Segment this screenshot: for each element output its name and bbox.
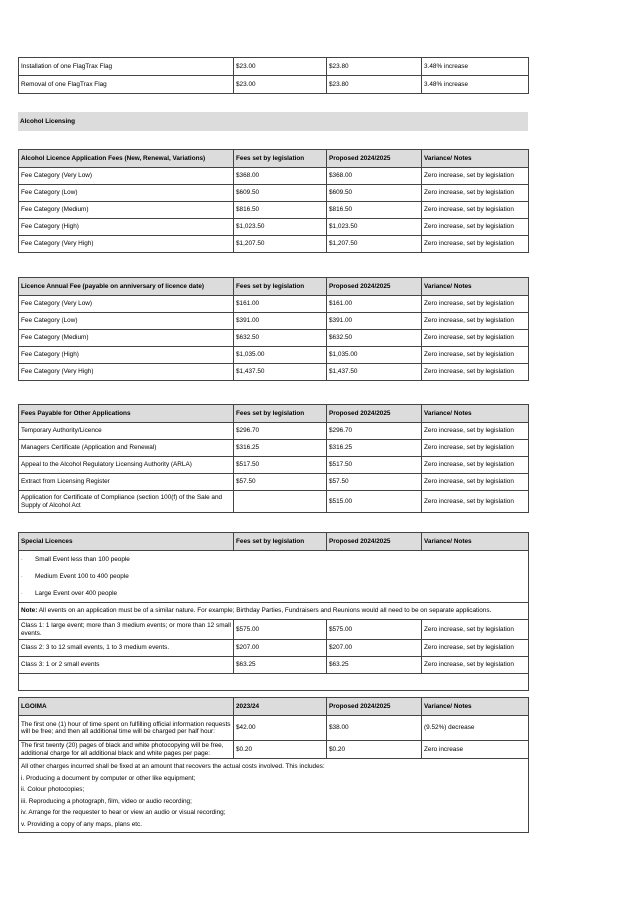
column-header: Fees set by legislation [234, 533, 327, 551]
current-fee: $57.50 [234, 474, 327, 491]
bullet-glyph: · [21, 556, 23, 563]
current-fee: $517.50 [234, 457, 327, 474]
variance-note: 3.48% increase [422, 58, 529, 76]
lgoima-table [18, 697, 529, 833]
table-row [19, 585, 529, 603]
table-row [19, 457, 529, 474]
fee-description: Class 2: 3 to 12 small events, 1 to 3 medium events. [19, 640, 234, 657]
proposed-fee: $0.20 [327, 741, 422, 759]
variance-note: Zero increase, set by legislation [422, 640, 529, 657]
variance-note: Zero increase, set by legislation [422, 347, 529, 364]
current-fee: $63.25 [234, 657, 327, 674]
table-row [19, 313, 529, 330]
section-heading: Alcohol Licensing [18, 112, 528, 131]
table-row [19, 474, 529, 491]
current-fee: $296.70 [234, 423, 327, 440]
fee-description: The first twenty (20) pages of black and white photocopying will be free, additional charge for all additional black and white pages per page: [19, 741, 234, 759]
table-row [19, 440, 529, 457]
proposed-fee: $207.00 [327, 640, 422, 657]
table-row [19, 716, 529, 741]
table-row [19, 551, 529, 569]
list-item: iv. Arrange for the requester to hear or view an audio or visual recording; [21, 809, 226, 816]
current-fee [234, 491, 327, 513]
proposed-fee: $23.80 [327, 58, 422, 76]
table-row [19, 219, 529, 236]
table-row [19, 620, 529, 640]
note-label: Note: [21, 607, 38, 615]
note-text [19, 603, 529, 620]
variance-note: Zero increase, set by legislation [422, 168, 529, 185]
application-fees-table [18, 149, 529, 253]
proposed-fee: $632.50 [327, 330, 422, 347]
current-fee: $609.50 [234, 185, 327, 202]
proposed-fee: $391.00 [327, 313, 422, 330]
table-row [19, 76, 529, 94]
proposed-fee: $515.00 [327, 491, 422, 513]
column-header: Fees Payable for Other Applications [19, 405, 234, 423]
proposed-fee: $1,023.50 [327, 219, 422, 236]
column-header: Special Licences [19, 533, 234, 551]
fee-description: Removal of one FlagTrax Flag [19, 76, 234, 94]
fee-description: Fee Category (Medium) [19, 202, 234, 219]
proposed-fee: $38.00 [327, 716, 422, 741]
current-fee: $368.00 [234, 168, 327, 185]
fee-description: Application for Certificate of Compliance (section 100(f) of the Sale and Supply of Alcohol Act [19, 491, 234, 513]
table-row [19, 168, 529, 185]
current-fee: $632.50 [234, 330, 327, 347]
table-row [19, 236, 529, 253]
current-fee: $1,437.50 [234, 364, 327, 381]
proposed-fee: $575.00 [327, 620, 422, 640]
column-header: 2023/24 [234, 698, 327, 716]
current-fee: $42.00 [234, 716, 327, 741]
column-header: Licence Annual Fee (payable on anniversary of licence date) [19, 278, 234, 296]
column-header: Variance/ Notes [422, 698, 529, 716]
variance-note: Zero increase, set by legislation [422, 474, 529, 491]
event-size-label: Small Event less than 100 people [35, 555, 130, 563]
variance-note: Zero increase, set by legislation [422, 440, 529, 457]
fee-description: Fee Category (High) [19, 219, 234, 236]
variance-note: Zero increase, set by legislation [422, 219, 529, 236]
fee-description: Fee Category (Low) [19, 185, 234, 202]
table-header-row [19, 533, 529, 551]
table-row [19, 568, 529, 585]
column-header: Proposed 2024/2025 [327, 405, 422, 423]
bullet-glyph: · [21, 573, 23, 580]
fee-description: The first one (1) hour of time spent on fulfilling official information requests will be free; and then all additional time will be charged per half hour: [19, 716, 234, 741]
bullet-item [19, 551, 529, 569]
proposed-fee: $816.50 [327, 202, 422, 219]
bullet-glyph: · [21, 590, 23, 597]
column-header: Proposed 2024/2025 [327, 278, 422, 296]
table-row [19, 423, 529, 440]
table-row [19, 491, 529, 513]
table-row [19, 185, 529, 202]
flagtrax-fees-table [18, 57, 529, 94]
annual-fees-table [18, 277, 529, 381]
fee-description: Fee Category (Very High) [19, 236, 234, 253]
list-item: i. Producing a document by computer or other like equipment; [21, 774, 196, 782]
current-fee: $816.50 [234, 202, 327, 219]
column-header: Variance/ Notes [422, 278, 529, 296]
proposed-fee: $1,207.50 [327, 236, 422, 253]
column-header: LGOIMA [19, 698, 234, 716]
column-header: Proposed 2024/2025 [327, 533, 422, 551]
table-row [19, 657, 529, 674]
variance-note: Zero increase, set by legislation [422, 330, 529, 347]
special-licences-table [18, 532, 529, 691]
variance-note: Zero increase, set by legislation [422, 364, 529, 381]
fee-description: Appeal to the Alcohol Regulatory Licensing Authority (ARLA) [19, 457, 234, 474]
variance-note: Zero increase, set by legislation [422, 620, 529, 640]
variance-note: Zero increase [422, 741, 529, 759]
table-row [19, 603, 529, 620]
proposed-fee: $609.50 [327, 185, 422, 202]
fee-description: Managers Certificate (Application and Renewal) [19, 440, 234, 457]
proposed-fee: $316.25 [327, 440, 422, 457]
current-fee: $207.00 [234, 640, 327, 657]
column-header: Variance/ Notes [422, 405, 529, 423]
table-row [19, 58, 529, 76]
proposed-fee: $57.50 [327, 474, 422, 491]
table-row [19, 674, 529, 691]
table-header-row [19, 698, 529, 716]
fee-description: Fee Category (Low) [19, 313, 234, 330]
event-size-label: Large Event over 400 people [35, 589, 118, 597]
list-item: iii. Reproducing a photograph, film, video or audio recording; [21, 797, 192, 805]
current-fee: $23.00 [234, 76, 327, 94]
variance-note: Zero increase, set by legislation [422, 296, 529, 313]
proposed-fee: $517.50 [327, 457, 422, 474]
variance-note: (9.52%) decrease [422, 716, 529, 741]
other-applications-table [18, 404, 529, 513]
variance-note: Zero increase, set by legislation [422, 423, 529, 440]
column-header: Proposed 2024/2025 [327, 698, 422, 716]
list-item: ii. Colour photocopies; [21, 786, 85, 793]
column-header: Variance/ Notes [422, 533, 529, 551]
table-header-row [19, 405, 529, 423]
table-row [19, 759, 529, 833]
column-header: Alcohol Licence Application Fees (New, Renewal, Variations) [19, 150, 234, 168]
variance-note: Zero increase, set by legislation [422, 457, 529, 474]
current-fee: $0.20 [234, 741, 327, 759]
event-size-label: Medium Event 100 to 400 people [35, 572, 129, 580]
fee-description: Installation of one FlagTrax Flag [19, 58, 234, 76]
proposed-fee: $368.00 [327, 168, 422, 185]
table-row [19, 330, 529, 347]
fee-description: Fee Category (Very Low) [19, 168, 234, 185]
variance-note: Zero increase, set by legislation [422, 491, 529, 513]
fee-description: Class 3: 1 or 2 small events [19, 657, 234, 674]
current-fee: $1,207.50 [234, 236, 327, 253]
variance-note: Zero increase, set by legislation [422, 313, 529, 330]
note-body: All events on an application must be of a similar nature. For example; Birthday Parties, Fundraisers and Reunions would all need to be on separate applications. [37, 607, 492, 615]
other-charges-block [19, 759, 529, 833]
proposed-fee: $296.70 [327, 423, 422, 440]
table-row [19, 640, 529, 657]
proposed-fee: $63.25 [327, 657, 422, 674]
proposed-fee: $23.80 [327, 76, 422, 94]
bullet-item [19, 568, 529, 585]
variance-note: Zero increase, set by legislation [422, 657, 529, 674]
current-fee: $1,035.00 [234, 347, 327, 364]
current-fee: $23.00 [234, 58, 327, 76]
variance-note: 3.48% increase [422, 76, 529, 94]
variance-note: Zero increase, set by legislation [422, 185, 529, 202]
column-header: Fees set by legislation [234, 150, 327, 168]
column-header: Fees set by legislation [234, 278, 327, 296]
table-row [19, 347, 529, 364]
fee-description: Fee Category (Very High) [19, 364, 234, 381]
current-fee: $316.25 [234, 440, 327, 457]
fee-description: Extract from Licensing Register [19, 474, 234, 491]
column-header: Variance/ Notes [422, 150, 529, 168]
fee-description: Class 1: 1 large event; more than 3 medium events; or more than 12 small events. [19, 620, 234, 640]
table-header-row [19, 278, 529, 296]
empty-cell [19, 674, 529, 691]
table-header-row [19, 150, 529, 168]
current-fee: $575.00 [234, 620, 327, 640]
fee-description: Fee Category (Medium) [19, 330, 234, 347]
other-charges-intro: All other charges incurred shall be fixed at an amount that recovers the actual costs involved. This includes: [21, 763, 325, 770]
table-row [19, 741, 529, 759]
table-row [19, 364, 529, 381]
proposed-fee: $1,437.50 [327, 364, 422, 381]
table-row [19, 202, 529, 219]
fee-description: Fee Category (Very Low) [19, 296, 234, 313]
list-item: v. Providing a copy of any maps, plans etc. [21, 820, 143, 828]
column-header: Fees set by legislation [234, 405, 327, 423]
fee-description: Fee Category (High) [19, 347, 234, 364]
column-header: Proposed 2024/2025 [327, 150, 422, 168]
current-fee: $1,023.50 [234, 219, 327, 236]
proposed-fee: $1,035.00 [327, 347, 422, 364]
fee-description: Temporary Authority/Licence [19, 423, 234, 440]
variance-note: Zero increase, set by legislation [422, 236, 529, 253]
proposed-fee: $161.00 [327, 296, 422, 313]
bullet-item [19, 585, 529, 603]
variance-note: Zero increase, set by legislation [422, 202, 529, 219]
current-fee: $161.00 [234, 296, 327, 313]
current-fee: $391.00 [234, 313, 327, 330]
table-row [19, 296, 529, 313]
